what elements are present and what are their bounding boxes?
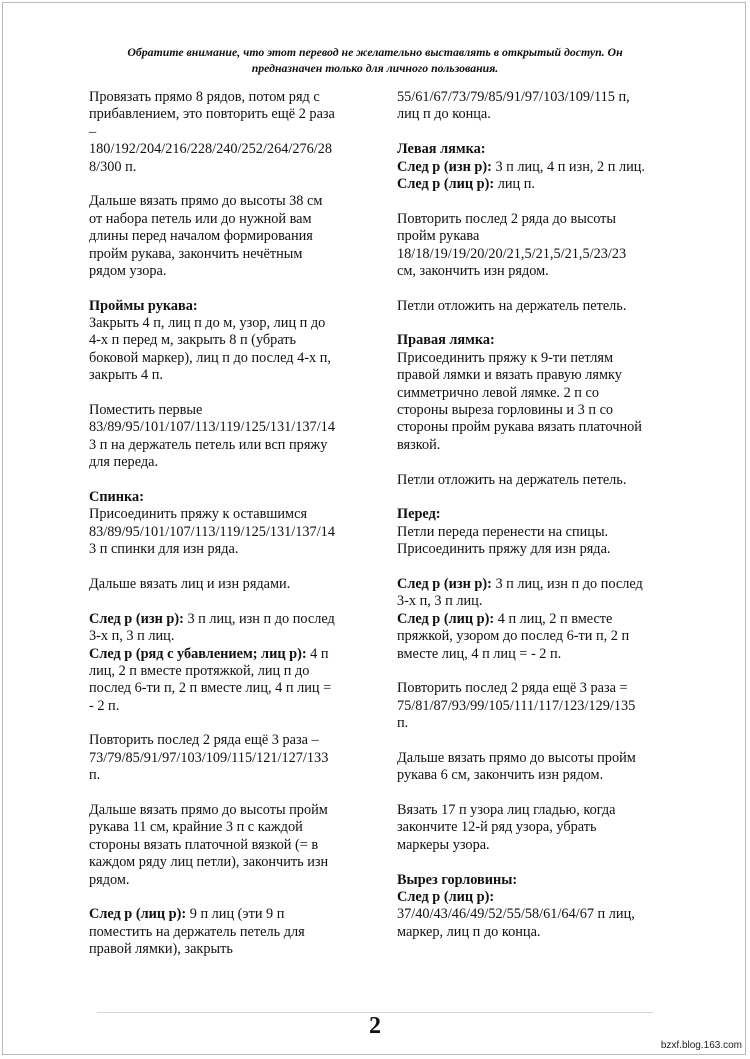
text-line [397, 889, 667, 906]
bold-heading: Левая лямка: [397, 141, 486, 158]
text-line [89, 298, 365, 315]
body-text: симметрично левой лямке. 2 п со [397, 384, 600, 401]
text-line [397, 872, 667, 889]
text-line [89, 611, 365, 628]
bold-heading: След р (лиц р): [397, 888, 495, 905]
body-text: стороны вязать платочной вязкой (= в [89, 836, 319, 853]
text-line [397, 819, 667, 836]
body-text: прибавлением, это повторить ещё 2 раза [89, 106, 335, 123]
text-line [397, 298, 667, 315]
bold-heading: След р (изн р): [397, 575, 492, 592]
text-line [89, 698, 365, 715]
text-line [89, 924, 365, 941]
body-text: 3 п лиц, 4 п изн, 2 п лиц. [491, 158, 645, 175]
body-text: Закрыть 4 п, лиц п до м, узор, лиц п до [89, 315, 326, 332]
right-text-column [397, 89, 667, 959]
text-line [397, 506, 667, 523]
text-line [89, 89, 365, 106]
text-line [89, 906, 365, 923]
text-line [89, 367, 365, 384]
page-number: 2 [369, 1013, 381, 1039]
bold-heading: Проймы рукава: [89, 297, 198, 314]
text-line [89, 576, 365, 593]
body-text: рукава 11 см, крайние 3 п с каждой [89, 819, 303, 836]
body-text: рядом. [89, 871, 130, 888]
body-text: вместе лиц, 4 п лиц = - 2 п. [397, 645, 562, 662]
text-block [397, 89, 667, 124]
text-line [397, 437, 667, 454]
body-text: 18/18/19/19/20/20/21,5/21,5/21,5/23/23 [397, 245, 627, 262]
text-line [397, 176, 667, 193]
text-line [89, 454, 365, 471]
text-block [89, 576, 365, 593]
body-text: 3 п лиц, изн п до послед [183, 610, 335, 627]
text-line [89, 263, 365, 280]
text-line [397, 472, 667, 489]
body-text: 3-х п, 3 п лиц. [89, 628, 175, 645]
text-line [397, 332, 667, 349]
body-text: лиц п. [494, 175, 535, 192]
text-line [89, 872, 365, 889]
text-block [397, 332, 667, 454]
text-line [89, 663, 365, 680]
body-text: Петли переда перенести на спицы. [397, 523, 609, 540]
text-block [397, 576, 667, 663]
text-line [89, 524, 365, 541]
body-text: 180/192/204/216/228/240/252/264/276/28 [89, 141, 333, 158]
text-line [397, 750, 667, 767]
bold-heading: След р (лиц р): [397, 175, 495, 192]
body-text: 37/40/43/46/49/52/55/58/61/64/67 п лиц, [397, 906, 635, 923]
text-line [89, 193, 365, 210]
bold-heading: След р (лиц р): [397, 610, 495, 627]
body-text: пройм рукава, закончить нечётным [89, 245, 303, 262]
text-line [397, 924, 667, 941]
body-text: маркер, лиц п до конца. [397, 923, 541, 940]
body-text: 83/89/95/101/107/113/119/125/131/137/14 [89, 523, 335, 540]
bold-heading: Правая лямка: [397, 332, 495, 349]
text-line [397, 698, 667, 715]
text-block [89, 802, 365, 889]
text-line [397, 402, 667, 419]
text-line [397, 228, 667, 245]
body-text: послед 6-ти п, 2 п вместе лиц, 4 п лиц = [89, 680, 332, 697]
bold-heading: Спинка: [89, 488, 144, 505]
text-line [397, 576, 667, 593]
text-block [397, 506, 667, 558]
text-block [397, 298, 667, 315]
body-text: пройм рукава [397, 228, 480, 245]
text-line [397, 906, 667, 923]
text-line [89, 124, 365, 141]
text-line [397, 837, 667, 854]
body-text: 3 п на держатель петель или всп пряжу [89, 436, 328, 453]
text-line [397, 715, 667, 732]
body-text: длины перед началом формирования [89, 228, 313, 245]
body-text: 4-х п перед м, закрыть 8 п (убрать [89, 332, 297, 349]
body-text: Повторить послед 2 ряда ещё 3 раза = [397, 680, 628, 697]
body-text: Дальше вязать прямо до высоты пройм [89, 802, 328, 819]
body-text: от набора петель или до нужной вам [89, 210, 312, 227]
text-line [397, 524, 667, 541]
body-text: Дальше вязать прямо до высоты пройм [397, 749, 636, 766]
text-line [89, 332, 365, 349]
bold-heading: След р (изн р): [89, 610, 184, 627]
body-text: 3-х п, 3 п лиц. [397, 593, 483, 610]
text-line [89, 315, 365, 332]
text-line [89, 402, 365, 419]
text-line [89, 437, 365, 454]
body-text: п. [397, 715, 409, 732]
text-line [89, 541, 365, 558]
body-text: 4 п [306, 645, 329, 662]
text-block [89, 89, 365, 176]
bold-heading: След р (лиц р): [89, 906, 187, 923]
body-text: лиц, 2 п вместе протяжкой, лиц п до [89, 662, 310, 679]
text-line [89, 646, 365, 663]
bold-heading: След р (ряд с убавлением; лиц р): [89, 645, 307, 662]
text-line [89, 246, 365, 263]
text-block [89, 193, 365, 280]
body-text: пряжкой, узором до послед 6-ти п, 2 п [397, 628, 630, 645]
body-text: – [89, 123, 97, 140]
text-line [89, 767, 365, 784]
body-text: поместить на держатель петель для [89, 923, 305, 940]
text-line [89, 941, 365, 958]
site-watermark: bzxf.blog.163.com [660, 1040, 742, 1051]
body-text: 73/79/85/91/97/103/109/115/121/127/133 [89, 749, 329, 766]
bold-heading: Вырез горловины: [397, 871, 518, 888]
text-block [397, 872, 667, 942]
text-line [397, 367, 667, 384]
body-text: Присоединить пряжу к 9-ти петлям [397, 349, 614, 366]
body-text: 8/300 п. [89, 158, 137, 175]
text-line [89, 750, 365, 767]
text-line [397, 211, 667, 228]
text-line [397, 263, 667, 280]
body-text: 55/61/67/73/79/85/91/97/103/109/115 п, [397, 89, 630, 105]
text-block [397, 141, 667, 193]
text-block [89, 611, 365, 715]
text-line [89, 837, 365, 854]
text-line [89, 732, 365, 749]
body-text: Присоединить пряжу для изн ряда. [397, 541, 611, 558]
body-text: стороны пройм рукава вязать платочной [397, 419, 642, 436]
text-line [397, 89, 667, 106]
body-text: 3 п спинки для изн ряда. [89, 541, 239, 558]
text-line [89, 141, 365, 158]
text-line [397, 385, 667, 402]
body-text: лиц п до конца. [397, 106, 491, 123]
body-text: закончите 12-й ряд узора, убрать [397, 819, 597, 836]
body-text: рукава 6 см, закончить изн рядом. [397, 767, 604, 784]
text-line [397, 419, 667, 436]
body-text: Повторить послед 2 ряда ещё 3 раза – [89, 732, 319, 749]
text-line [397, 680, 667, 697]
text-block [397, 802, 667, 854]
body-text: Дальше вязать прямо до высоты 38 см [89, 193, 323, 210]
text-block [89, 732, 365, 784]
body-text: 3 п лиц, изн п до послед [491, 575, 643, 592]
text-line [397, 246, 667, 263]
notice-line: предназначен только для личного пользования. [251, 61, 499, 75]
text-block [89, 298, 365, 385]
text-line [89, 106, 365, 123]
body-text: правой лямки), закрыть [89, 941, 233, 958]
text-line [89, 228, 365, 245]
body-text: п. [89, 767, 101, 784]
bold-heading: След р (изн р): [397, 158, 492, 175]
text-line [397, 767, 667, 784]
body-text: Поместить первые [89, 402, 203, 419]
text-line [397, 646, 667, 663]
body-text: вязкой. [397, 436, 441, 453]
text-line [397, 350, 667, 367]
body-text: - 2 п. [89, 697, 120, 714]
text-block [89, 906, 365, 958]
private-use-notice [0, 44, 750, 76]
text-block [89, 489, 365, 559]
body-text: 83/89/95/101/107/113/119/125/131/137/14 [89, 419, 335, 436]
text-block [397, 211, 667, 281]
body-text: стороны выреза горловины и 3 п со [397, 402, 614, 419]
body-text: для переда. [89, 454, 159, 471]
text-line [89, 489, 365, 506]
body-text: 4 п лиц, 2 п вместе [494, 610, 613, 627]
body-text: Повторить послед 2 ряда до высоты [397, 210, 617, 227]
body-text: боковой маркер), лиц п до послед 4-х п, [89, 349, 331, 366]
body-text: Петли отложить на держатель петель. [397, 471, 627, 488]
text-line [89, 854, 365, 871]
text-line [397, 541, 667, 558]
body-text: Вязать 17 п узора лиц гладью, когда [397, 802, 616, 819]
body-text: каждом ряду лиц петли), закончить изн [89, 854, 329, 871]
body-text: закрыть 4 п. [89, 367, 163, 384]
text-line [397, 106, 667, 123]
body-text: правой лямки и вязать правую лямку [397, 367, 622, 384]
left-text-column [89, 89, 365, 976]
text-line [89, 628, 365, 645]
bold-heading: Перед: [397, 506, 441, 523]
text-line [89, 506, 365, 523]
body-text: маркеры узора. [397, 836, 490, 853]
text-line [89, 419, 365, 436]
text-line [397, 159, 667, 176]
text-line [89, 350, 365, 367]
text-line [89, 819, 365, 836]
text-block [397, 750, 667, 785]
text-line [397, 611, 667, 628]
body-text: Петли отложить на держатель петель. [397, 297, 627, 314]
text-line [397, 628, 667, 645]
body-text: Дальше вязать лиц и изн рядами. [89, 575, 291, 592]
text-line [89, 802, 365, 819]
body-text: 9 п лиц (эти 9 п [186, 906, 285, 923]
text-block [89, 402, 365, 472]
body-text: Провязать прямо 8 рядов, потом ряд с [89, 89, 320, 105]
text-line [397, 802, 667, 819]
body-text: 75/81/87/93/99/105/111/117/123/129/135 [397, 697, 636, 714]
text-line [397, 141, 667, 158]
body-text: Присоединить пряжу к оставшимся [89, 506, 308, 523]
body-text: см, закончить изн рядом. [397, 262, 549, 279]
text-line [89, 680, 365, 697]
text-block [397, 680, 667, 732]
text-block [397, 472, 667, 489]
body-text: рядом узора. [89, 262, 167, 279]
text-line [397, 593, 667, 610]
notice-line: Обратите внимание, что этот перевод не желательно выставлять в открытый доступ. Он [127, 45, 623, 59]
text-line [89, 211, 365, 228]
text-line [89, 159, 365, 176]
